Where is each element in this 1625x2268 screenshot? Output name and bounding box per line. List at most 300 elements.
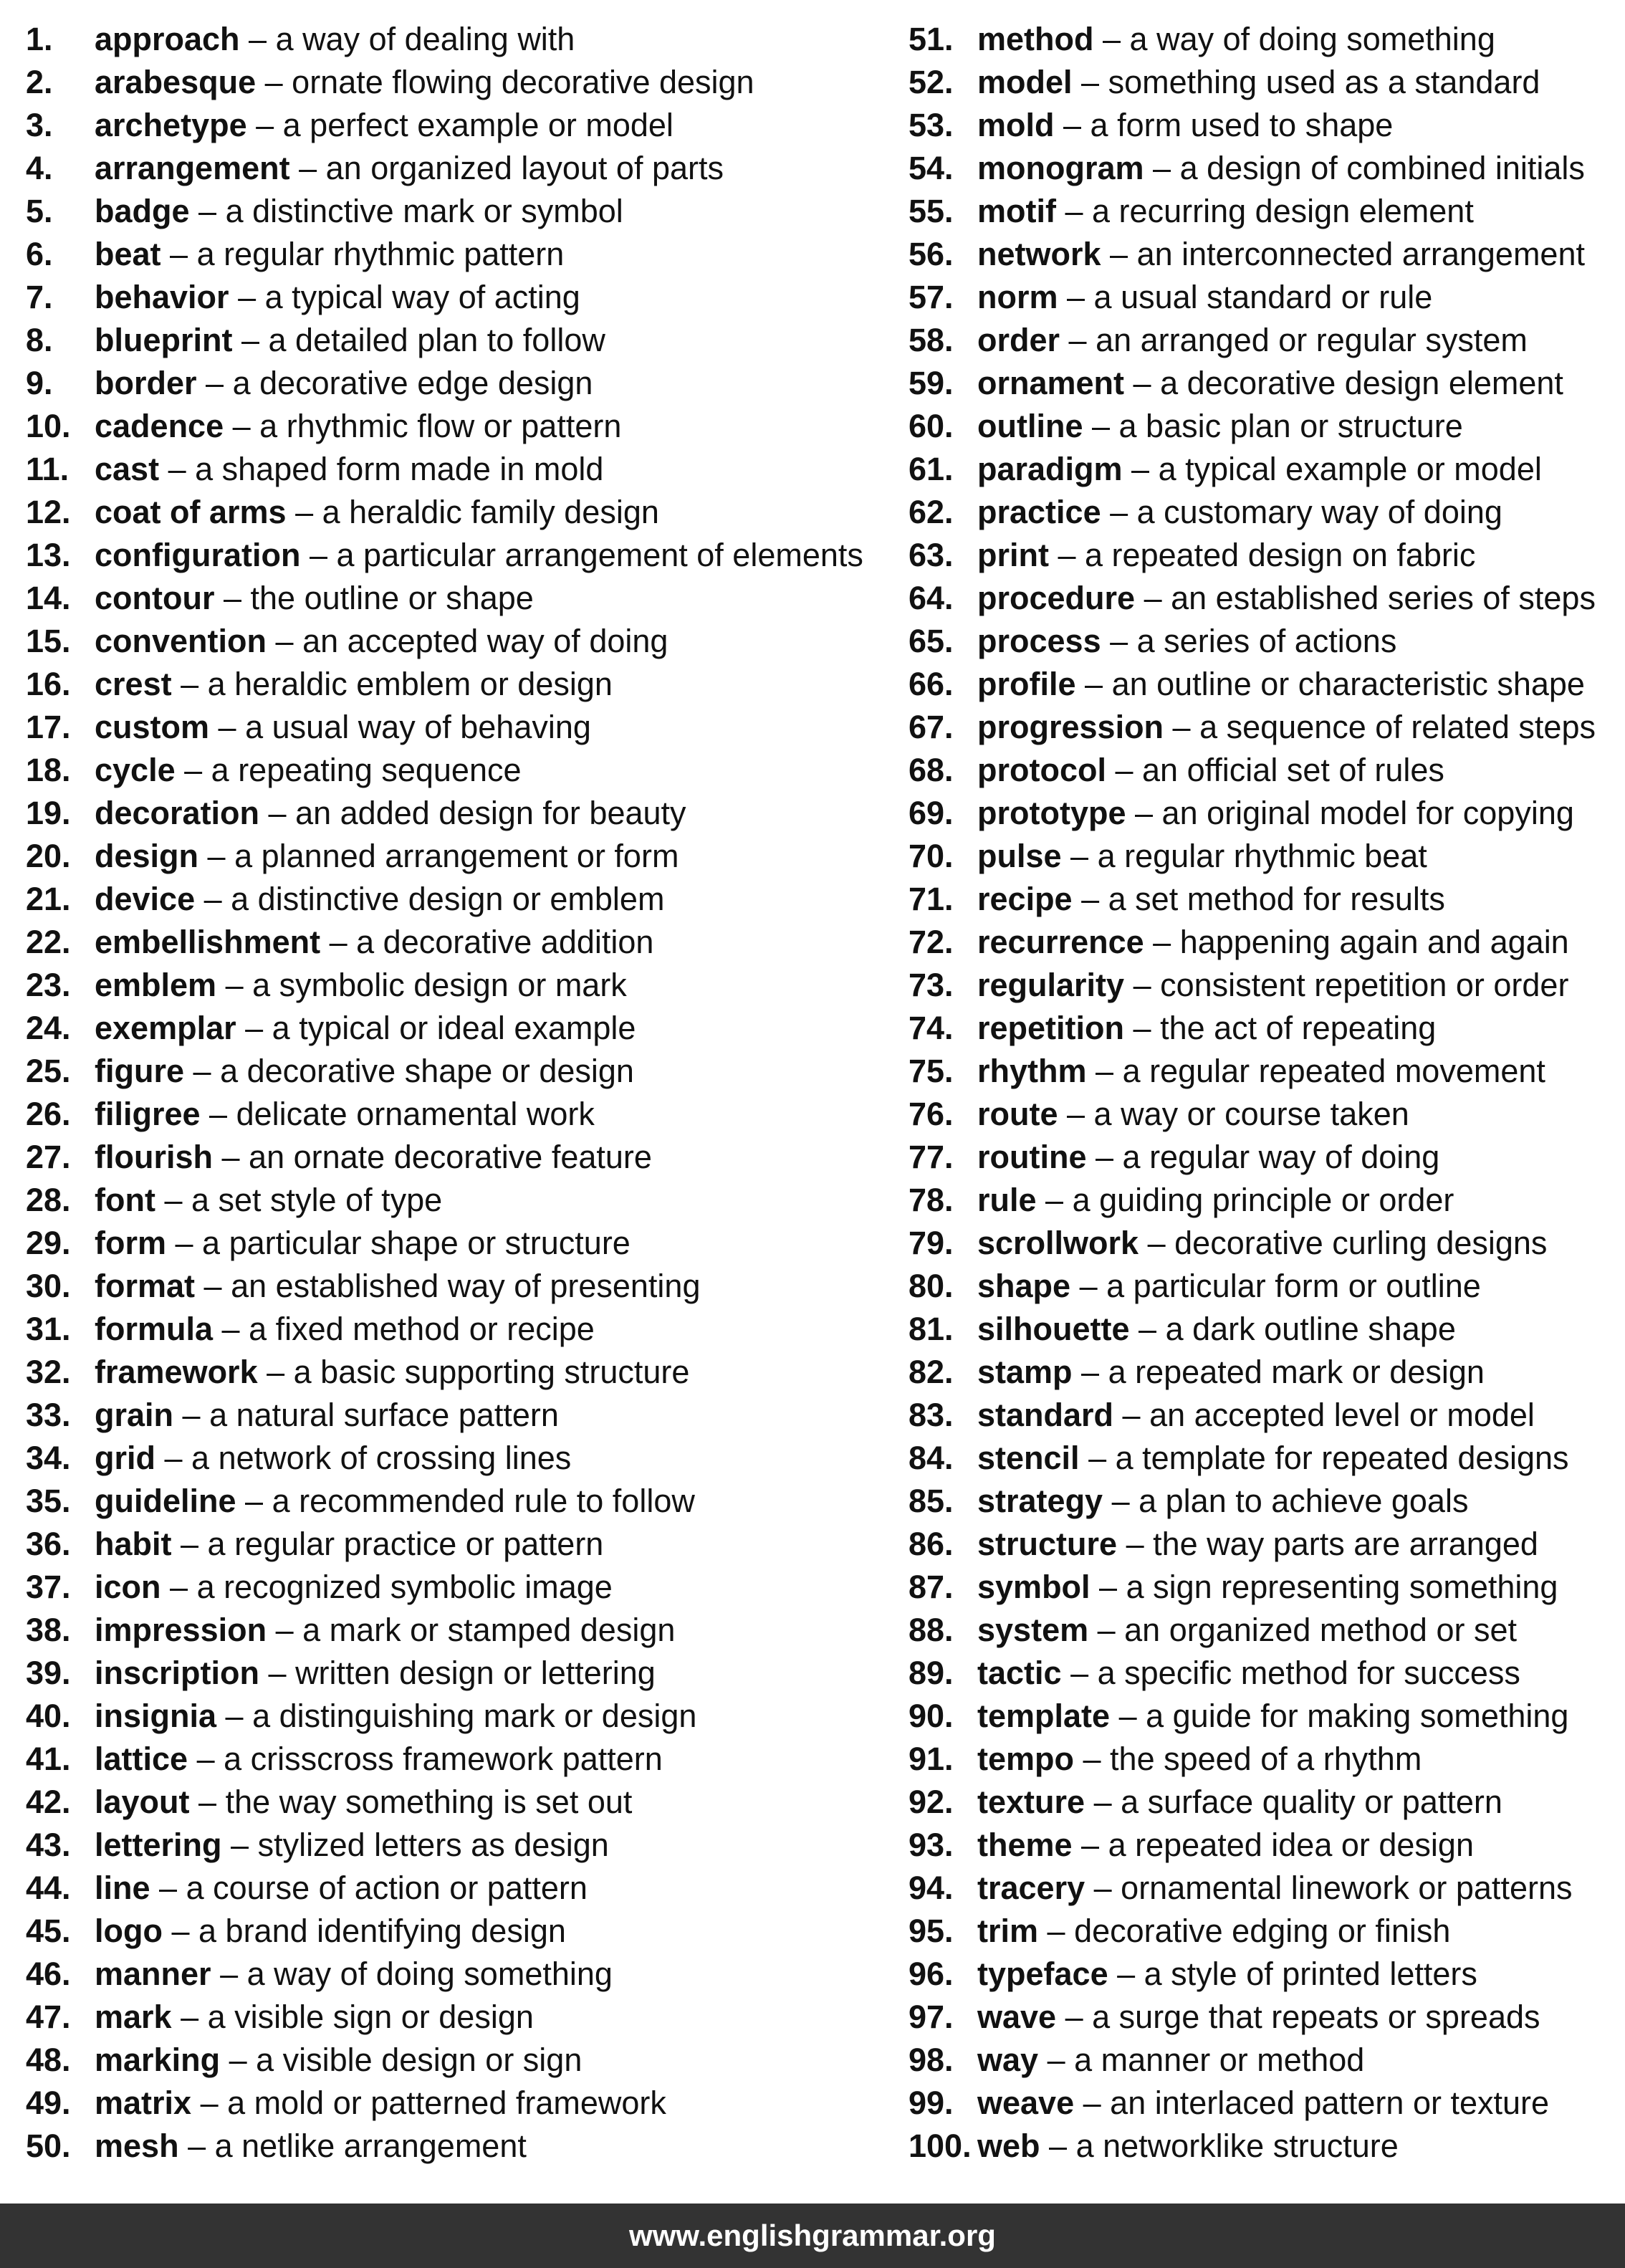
item-separator: – — [1061, 1655, 1098, 1691]
item-definition: a distinctive design or emblem — [231, 881, 665, 917]
item-word: theme — [977, 1827, 1073, 1863]
item-definition: a course of action or pattern — [186, 1870, 588, 1906]
item-word: stencil — [977, 1440, 1080, 1476]
item-separator: – — [1108, 1956, 1144, 1992]
item-separator: – — [150, 1870, 186, 1906]
item-number: 29. — [26, 1225, 71, 1261]
item-definition: a particular arrangement of elements — [336, 537, 863, 573]
item-number: 48. — [26, 2042, 71, 2078]
item-word: progression — [977, 709, 1164, 745]
list-item — [26, 1738, 871, 1781]
item-separator: – — [189, 1784, 226, 1820]
item-number: 5. — [26, 193, 53, 229]
item-separator: – — [1054, 107, 1090, 143]
item-definition: a mark or stamped design — [302, 1612, 676, 1648]
item-definition: an original model for copying — [1161, 795, 1574, 831]
item-word: arabesque — [95, 64, 257, 100]
list-item — [909, 835, 1618, 878]
item-definition: a set method for results — [1108, 881, 1445, 917]
item-number: 45. — [26, 1913, 71, 1949]
item-word: formula — [95, 1311, 214, 1347]
item-definition: something used as a standard — [1108, 64, 1540, 100]
item-number: 37. — [26, 1569, 71, 1605]
item-number: 99. — [909, 2085, 954, 2121]
item-definition: a distinctive mark or symbol — [225, 193, 623, 229]
item-definition: a networklike structure — [1075, 2128, 1399, 2164]
item-definition: a symbolic design or mark — [252, 967, 627, 1003]
item-word: crest — [95, 666, 172, 702]
list-item — [909, 1738, 1618, 1781]
item-definition: a repeated design on fabric — [1085, 537, 1476, 573]
item-definition: an established way of presenting — [231, 1268, 701, 1304]
item-word: emblem — [95, 967, 217, 1003]
list-item — [909, 1953, 1618, 1996]
item-separator: – — [209, 709, 246, 745]
item-definition: a way of doing something — [1129, 21, 1495, 57]
item-definition: the act of repeating — [1160, 1010, 1437, 1046]
item-separator: – — [1040, 2128, 1076, 2164]
item-definition: a decorative edge design — [232, 365, 593, 401]
item-separator: – — [195, 881, 231, 917]
item-separator: – — [1061, 838, 1098, 874]
item-separator: – — [1058, 279, 1094, 315]
item-separator: – — [1101, 494, 1137, 530]
item-definition: a visible design or sign — [256, 2042, 583, 2078]
item-number: 32. — [26, 1354, 71, 1390]
item-word: embellishment — [95, 924, 321, 960]
list-item — [909, 1050, 1618, 1093]
item-separator: – — [159, 451, 196, 487]
item-word: device — [95, 881, 196, 917]
item-number: 15. — [26, 623, 71, 659]
item-word: design — [95, 838, 199, 874]
item-separator: – — [1103, 1483, 1139, 1519]
item-word: tracery — [977, 1870, 1085, 1906]
item-word: rule — [977, 1182, 1037, 1218]
item-number: 46. — [26, 1956, 71, 1992]
item-word: cycle — [95, 752, 176, 788]
list-item — [909, 61, 1618, 104]
item-number: 88. — [909, 1612, 954, 1648]
item-word: beat — [95, 236, 161, 272]
item-word: weave — [977, 2085, 1075, 2121]
item-definition: a planned arrangement or form — [234, 838, 679, 874]
item-separator: – — [320, 924, 357, 960]
item-number: 60. — [909, 408, 954, 444]
item-definition: a crisscross framework pattern — [224, 1741, 663, 1777]
list-item — [909, 1437, 1618, 1480]
item-separator: – — [1124, 967, 1161, 1003]
item-number: 10. — [26, 408, 71, 444]
item-separator: – — [191, 2085, 228, 2121]
item-word: shape — [977, 1268, 1071, 1304]
list-item — [26, 534, 871, 577]
item-separator: – — [155, 1440, 192, 1476]
item-word: texture — [977, 1784, 1085, 1820]
item-separator: – — [214, 580, 251, 616]
item-separator: – — [189, 193, 226, 229]
item-separator: – — [216, 967, 253, 1003]
list-item — [909, 620, 1618, 663]
item-separator: – — [213, 1311, 249, 1347]
footer-bar — [0, 2204, 1625, 2268]
list-item — [909, 1867, 1618, 1910]
item-word: filigree — [95, 1096, 201, 1132]
item-definition: an accepted level or model — [1149, 1397, 1535, 1433]
item-separator: – — [1070, 1268, 1107, 1304]
list-item — [26, 1179, 871, 1222]
item-separator: – — [196, 365, 233, 401]
item-number: 86. — [909, 1526, 954, 1562]
item-word: trim — [977, 1913, 1039, 1949]
item-word: exemplar — [95, 1010, 236, 1046]
item-separator: – — [1048, 537, 1085, 573]
list-item — [26, 1609, 871, 1652]
list-item — [26, 706, 871, 749]
item-word: profile — [977, 666, 1076, 702]
item-separator: – — [1072, 1354, 1108, 1390]
list-item — [909, 1824, 1618, 1867]
item-number: 98. — [909, 2042, 954, 2078]
item-separator: – — [1056, 1999, 1093, 2035]
item-number: 91. — [909, 1741, 954, 1777]
item-number: 89. — [909, 1655, 954, 1691]
list-item — [909, 233, 1618, 276]
item-number: 64. — [909, 580, 954, 616]
item-word: regularity — [977, 967, 1125, 1003]
list-item — [909, 534, 1618, 577]
list-item — [26, 1136, 871, 1179]
item-definition: a way or course taken — [1093, 1096, 1409, 1132]
item-definition: a usual standard or rule — [1093, 279, 1433, 315]
item-number: 50. — [26, 2128, 71, 2164]
list-item — [26, 190, 871, 233]
list-item — [26, 491, 871, 534]
item-definition: a fixed method or recipe — [249, 1311, 595, 1347]
item-number: 58. — [909, 322, 954, 358]
list-item — [26, 18, 871, 61]
item-number: 42. — [26, 1784, 71, 1820]
list-item — [909, 1652, 1618, 1695]
item-word: grain — [95, 1397, 174, 1433]
list-item — [909, 1308, 1618, 1351]
item-definition: a series of actions — [1136, 623, 1397, 659]
item-word: behavior — [95, 279, 229, 315]
item-definition: a recommended rule to follow — [272, 1483, 695, 1519]
list-item — [26, 2082, 871, 2125]
item-definition: an interlaced pattern or texture — [1110, 2085, 1550, 2121]
item-number: 44. — [26, 1870, 71, 1906]
list-item — [909, 1566, 1618, 1609]
item-word: mold — [977, 107, 1055, 143]
item-word: motif — [977, 193, 1056, 229]
item-word: tactic — [977, 1655, 1062, 1691]
item-definition: a particular shape or structure — [202, 1225, 631, 1261]
list-item — [909, 1609, 1618, 1652]
item-definition: a perfect example or model — [282, 107, 674, 143]
item-separator: – — [166, 1225, 203, 1261]
list-item — [26, 577, 871, 620]
list-item — [909, 663, 1618, 706]
item-number: 18. — [26, 752, 71, 788]
item-word: guideline — [95, 1483, 236, 1519]
item-definition: a recognized symbolic image — [196, 1569, 613, 1605]
item-definition: ornate flowing decorative design — [292, 64, 754, 100]
list-item — [909, 104, 1618, 147]
item-number: 33. — [26, 1397, 71, 1433]
item-word: line — [95, 1870, 150, 1906]
item-definition: a plan to achieve goals — [1139, 1483, 1469, 1519]
item-definition: a regular repeated movement — [1122, 1053, 1545, 1089]
item-number: 47. — [26, 1999, 71, 2035]
item-number: 1. — [26, 21, 53, 57]
item-word: blueprint — [95, 322, 233, 358]
item-number: 77. — [909, 1139, 954, 1175]
item-definition: a visible sign or design — [207, 1999, 534, 2035]
list-item — [26, 2039, 871, 2082]
item-separator: – — [224, 408, 260, 444]
item-separator: – — [1083, 408, 1119, 444]
item-number: 69. — [909, 795, 954, 831]
list-item — [909, 1265, 1618, 1308]
item-separator: – — [213, 1139, 249, 1175]
list-item — [26, 1824, 871, 1867]
item-definition: an organized layout of parts — [325, 150, 724, 186]
item-number: 51. — [909, 21, 954, 57]
item-number: 53. — [909, 107, 954, 143]
item-definition: decorative curling designs — [1174, 1225, 1548, 1261]
item-word: network — [977, 236, 1101, 272]
item-definition: the outline or shape — [250, 580, 534, 616]
list-item — [26, 1394, 871, 1437]
item-word: mark — [95, 1999, 172, 2035]
item-definition: a typical way of acting — [264, 279, 580, 315]
item-number: 8. — [26, 322, 53, 358]
item-number: 14. — [26, 580, 71, 616]
item-definition: consistent repetition or order — [1160, 967, 1569, 1003]
item-definition: a way of doing something — [246, 1956, 613, 1992]
item-separator: – — [257, 1354, 294, 1390]
item-word: process — [977, 623, 1101, 659]
item-number: 2. — [26, 64, 53, 100]
item-separator: – — [1088, 1612, 1125, 1648]
item-word: recipe — [977, 881, 1073, 917]
item-separator: – — [175, 752, 211, 788]
list-item — [26, 276, 871, 319]
item-separator: – — [200, 1096, 236, 1132]
item-word: scrollwork — [977, 1225, 1139, 1261]
item-definition: a natural surface pattern — [209, 1397, 559, 1433]
item-number: 56. — [909, 236, 954, 272]
item-separator: – — [171, 666, 208, 702]
item-number: 87. — [909, 1569, 954, 1605]
list-item — [26, 792, 871, 835]
item-definition: a usual way of behaving — [245, 709, 591, 745]
item-separator: – — [1074, 2085, 1111, 2121]
list-item — [909, 190, 1618, 233]
item-number: 9. — [26, 365, 53, 401]
item-definition: an ornate decorative feature — [249, 1139, 652, 1175]
item-number: 20. — [26, 838, 71, 874]
item-word: arrangement — [95, 150, 290, 186]
list-item — [26, 663, 871, 706]
item-definition: a basic supporting structure — [293, 1354, 690, 1390]
item-definition: an accepted way of doing — [302, 623, 668, 659]
item-separator: – — [236, 1010, 272, 1046]
item-definition: the way parts are arranged — [1153, 1526, 1538, 1562]
item-word: configuration — [95, 537, 301, 573]
list-item — [909, 18, 1618, 61]
item-word: lattice — [95, 1741, 188, 1777]
list-item — [26, 1351, 871, 1394]
item-number: 79. — [909, 1225, 954, 1261]
list-item — [909, 405, 1618, 448]
item-separator: – — [1086, 1139, 1123, 1175]
list-item — [26, 1781, 871, 1824]
list-item — [909, 491, 1618, 534]
item-definition: a specific method for success — [1097, 1655, 1520, 1691]
item-number: 11. — [26, 451, 69, 487]
item-separator: – — [236, 1483, 272, 1519]
item-separator: – — [160, 236, 197, 272]
item-separator: – — [267, 623, 303, 659]
item-definition: an organized method or set — [1124, 1612, 1518, 1648]
item-definition: decorative edging or finish — [1074, 1913, 1451, 1949]
item-separator: – — [155, 1182, 191, 1218]
item-separator: – — [1126, 795, 1162, 831]
list-item — [26, 61, 871, 104]
item-definition: a decorative shape or design — [220, 1053, 634, 1089]
item-word: structure — [977, 1526, 1118, 1562]
item-number: 38. — [26, 1612, 71, 1648]
list-item — [909, 921, 1618, 964]
item-word: convention — [95, 623, 267, 659]
item-definition: an added design for beauty — [295, 795, 686, 831]
list-item — [909, 2125, 1618, 2168]
item-word: habit — [95, 1526, 172, 1562]
list-item — [26, 1867, 871, 1910]
item-definition: an established series of steps — [1171, 580, 1596, 616]
item-word: standard — [977, 1397, 1114, 1433]
list-item — [26, 1437, 871, 1480]
list-item — [909, 1007, 1618, 1050]
list-item — [909, 1093, 1618, 1136]
item-word: layout — [95, 1784, 190, 1820]
item-number: 21. — [26, 881, 71, 917]
item-word: routine — [977, 1139, 1087, 1175]
item-definition: a repeated idea or design — [1108, 1827, 1474, 1863]
item-definition: a rhythmic flow or pattern — [259, 408, 622, 444]
item-separator: – — [1058, 1096, 1094, 1132]
item-number: 28. — [26, 1182, 71, 1218]
list-item — [26, 1007, 871, 1050]
list-item — [909, 448, 1618, 491]
item-number: 12. — [26, 494, 71, 530]
item-separator: – — [1090, 1569, 1126, 1605]
list-item — [909, 878, 1618, 921]
list-item — [909, 1781, 1618, 1824]
item-definition: the way something is set out — [225, 1784, 633, 1820]
item-separator: – — [1036, 1182, 1073, 1218]
item-separator: – — [1129, 1311, 1166, 1347]
item-separator: – — [1164, 709, 1200, 745]
item-word: model — [977, 64, 1073, 100]
item-separator: – — [1038, 2042, 1075, 2078]
item-word: inscription — [95, 1655, 260, 1691]
item-number: 100. — [909, 2128, 972, 2164]
item-number: 59. — [909, 365, 954, 401]
item-number: 22. — [26, 924, 71, 960]
item-number: 34. — [26, 1440, 71, 1476]
item-number: 73. — [909, 967, 954, 1003]
item-separator: – — [211, 1956, 247, 1992]
item-separator: – — [1139, 1225, 1175, 1261]
item-definition: written design or lettering — [295, 1655, 656, 1691]
list-item — [909, 276, 1618, 319]
item-definition: a surface quality or pattern — [1121, 1784, 1502, 1820]
item-word: silhouette — [977, 1311, 1130, 1347]
item-definition: a dark outline shape — [1165, 1311, 1456, 1347]
item-definition: a repeated mark or design — [1108, 1354, 1485, 1390]
list-item — [909, 1523, 1618, 1566]
word-list-right-column — [909, 18, 1618, 2168]
list-item — [909, 1695, 1618, 1738]
list-item — [909, 964, 1618, 1007]
list-item — [909, 749, 1618, 792]
item-separator: – — [198, 838, 235, 874]
list-item — [26, 620, 871, 663]
item-word: outline — [977, 408, 1083, 444]
item-separator: – — [286, 494, 322, 530]
item-separator: – — [1110, 1698, 1146, 1734]
item-definition: stylized letters as design — [257, 1827, 609, 1863]
item-word: print — [977, 537, 1049, 573]
list-item — [909, 362, 1618, 405]
item-separator: – — [1124, 365, 1161, 401]
item-word: tempo — [977, 1741, 1074, 1777]
item-number: 83. — [909, 1397, 954, 1433]
item-word: badge — [95, 193, 190, 229]
item-number: 96. — [909, 1956, 954, 1992]
list-item — [26, 878, 871, 921]
item-word: font — [95, 1182, 155, 1218]
list-item — [26, 1695, 871, 1738]
list-item — [26, 1308, 871, 1351]
item-definition: a regular rhythmic beat — [1097, 838, 1427, 874]
item-word: figure — [95, 1053, 185, 1089]
item-number: 25. — [26, 1053, 71, 1089]
list-item — [26, 749, 871, 792]
item-number: 41. — [26, 1741, 71, 1777]
item-number: 27. — [26, 1139, 71, 1175]
item-separator: – — [300, 537, 337, 573]
item-number: 80. — [909, 1268, 954, 1304]
item-word: format — [95, 1268, 196, 1304]
item-number: 6. — [26, 236, 53, 272]
list-item — [909, 319, 1618, 362]
footer-website: www.englishgrammar.org — [629, 2219, 996, 2252]
item-number: 66. — [909, 666, 954, 702]
item-number: 84. — [909, 1440, 954, 1476]
item-number: 54. — [909, 150, 954, 186]
item-definition: a sign representing something — [1126, 1569, 1558, 1605]
item-number: 40. — [26, 1698, 71, 1734]
item-word: logo — [95, 1913, 163, 1949]
item-number: 90. — [909, 1698, 954, 1734]
item-number: 24. — [26, 1010, 71, 1046]
item-number: 71. — [909, 881, 954, 917]
item-number: 76. — [909, 1096, 954, 1132]
